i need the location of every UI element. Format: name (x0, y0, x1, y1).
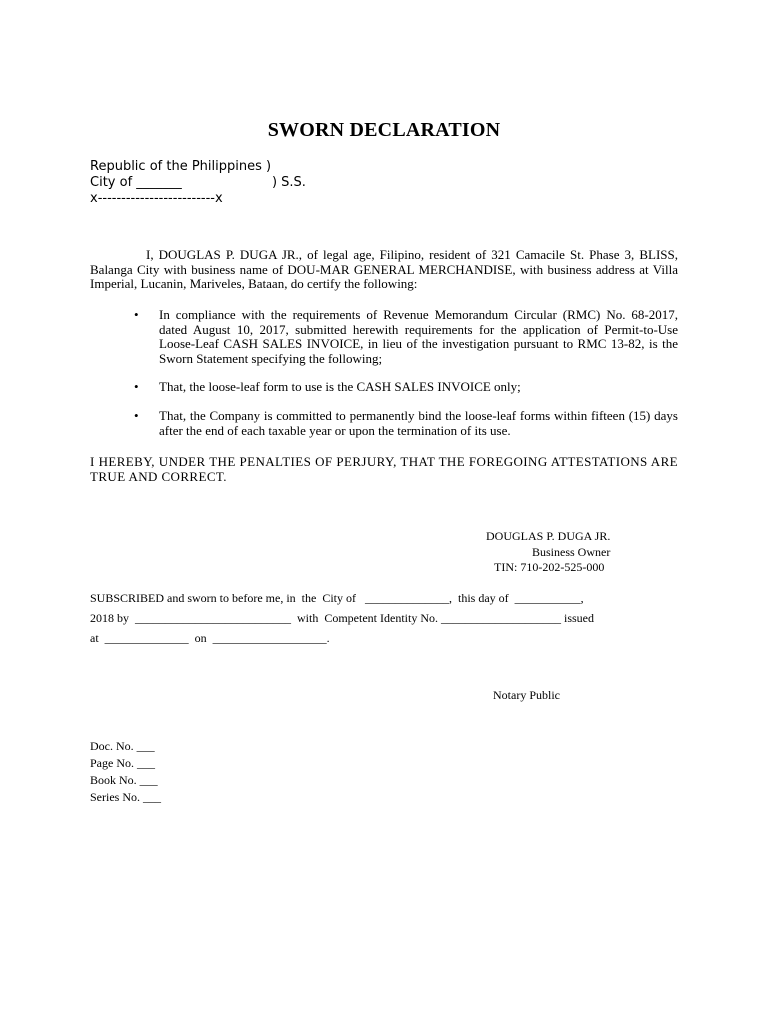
jurat-line-3: at ______________ on ___________________. (90, 631, 330, 645)
bullet-3-glyph: • (134, 408, 139, 423)
document-title: SWORN DECLARATION (267, 119, 501, 141)
doc-no: Doc. No. ___ (90, 739, 155, 753)
series-no: Series No. ___ (90, 790, 161, 804)
venue-block (90, 159, 306, 207)
book-no: Book No. ___ (90, 773, 158, 787)
signatory-block (486, 529, 610, 576)
jurat-line-2: 2018 by __________________________ with Competent Identity No. ____________________ issued (90, 611, 594, 625)
bullet-2-text: That, the loose-leaf form to use is the CASH SALES INVOICE only; (159, 379, 521, 394)
doc-refs (90, 738, 161, 806)
intro-paragraph: I, DOUGLAS P. DUGA JR., of legal age, Filipino, resident of 321 Camacile St. Phase 3, BLISS, Balanga City with business name of DOU-MAR GENERAL MERCHANDISE, with business address at Villa Imperial, Lucanin, Mariveles, Bataan, do certify the following: (90, 247, 678, 292)
bullet-1-text: In compliance with the requirements of Revenue Memorandum Circular (RMC) No. 68-2017, dated August 10, 2017, submitted herewith requirements for the application of Permit-to-Use Loose-Leaf CASH SALES INVOICE, in lieu of the investigation pursuant to RMC 13-82, is the Sworn Statement specifying the following; (159, 307, 678, 366)
venue-republic: Republic of the Philippines ) (90, 159, 272, 174)
venue-city (90, 175, 306, 191)
notary-public-label: Notary Public (493, 688, 560, 702)
venue-ss: ) S.S. (271, 175, 306, 190)
signatory-tin: TIN: 710-202-525-000 (494, 560, 605, 574)
venue-city-blank: _______ (136, 175, 182, 190)
page-no: Page No. ___ (90, 756, 155, 770)
signatory-role: Business Owner (532, 544, 611, 559)
bullet-2-glyph: • (134, 379, 139, 394)
venue-city-label: City of (90, 175, 133, 190)
jurat-line-1: SUBSCRIBED and sworn to before me, in the City of ______________, this day of ___________, (90, 591, 584, 605)
bullet-3-text: That, the Company is committed to permanently bind the loose-leaf forms within fifteen (15) days after the end of each taxable year or upon the termination of its use. (159, 408, 678, 438)
signatory-name: DOUGLAS P. DUGA JR. (486, 529, 611, 543)
attestation-paragraph: I HEREBY, UNDER THE PENALTIES OF PERJURY, THAT THE FOREGOING ATTESTATIONS ARE TRUE AND CORRECT. (90, 454, 678, 484)
venue-divider: x-------------------------x (90, 191, 223, 206)
bullet-1-glyph: • (134, 307, 139, 322)
